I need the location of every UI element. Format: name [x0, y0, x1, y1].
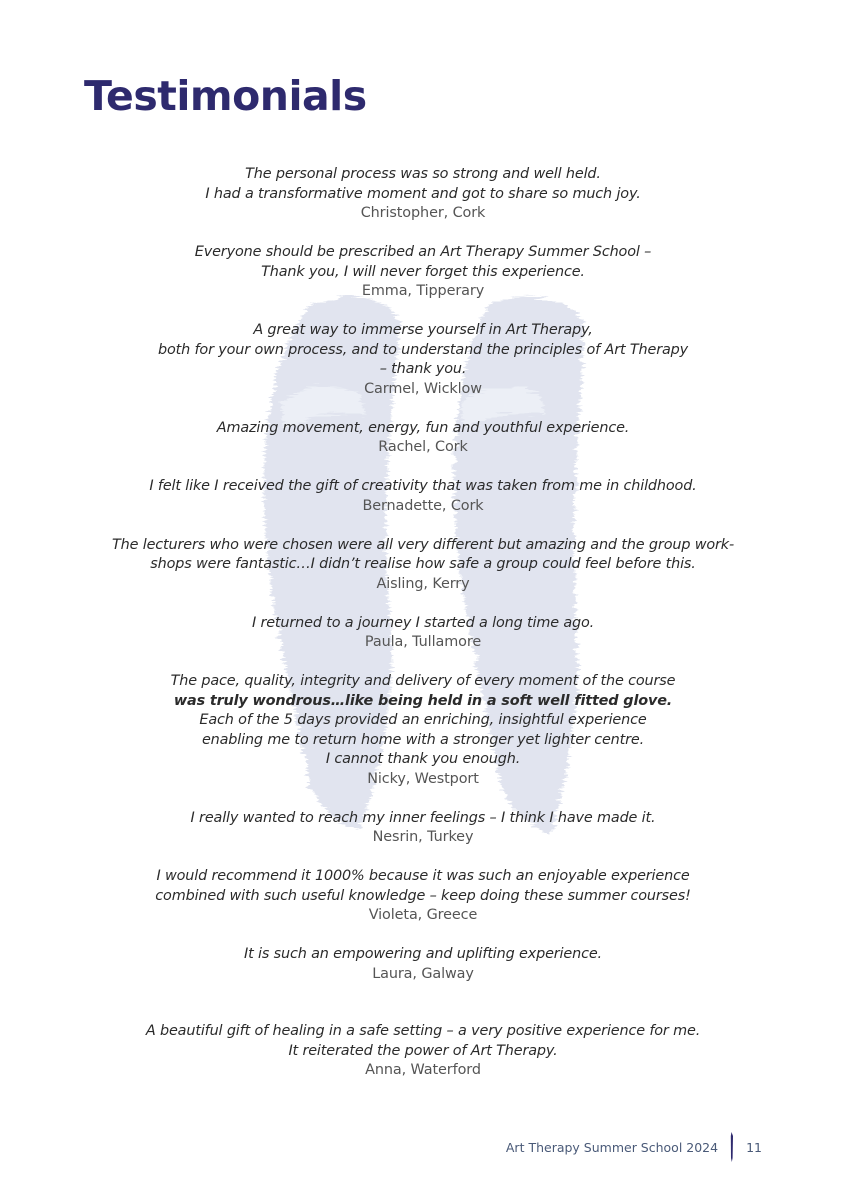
quote-line: The lecturers who were chosen were all very different but amazing and the group work- [111, 536, 734, 553]
testimonial-item [90, 1022, 756, 1081]
quote-line: It is such an empowering and uplifting experience. [244, 946, 602, 962]
testimonial-quote [90, 321, 756, 380]
page-footer [506, 1136, 762, 1158]
testimonial-quote [90, 536, 756, 575]
quote-line: both for your own process, and to understand the principles of Art Therapy [157, 341, 688, 358]
testimonial-quote [90, 945, 756, 965]
testimonial-author: Emma, Tipperary [361, 283, 485, 299]
testimonial-item [90, 536, 756, 595]
page-number: 11 [746, 1139, 762, 1155]
footer-publication-title: Art Therapy Summer School 2024 [505, 1139, 719, 1155]
testimonial-quote [90, 672, 756, 770]
testimonial-author: Aisling, Kerry [376, 575, 470, 592]
testimonial-item [90, 672, 756, 789]
quote-line: Thank you, I will never forget this experience. [261, 263, 585, 280]
testimonial-quote [90, 1022, 756, 1061]
testimonial-author: Bernadette, Cork [362, 497, 484, 514]
testimonial-quote [90, 809, 756, 829]
testimonial-author: Rachel, Cork [378, 439, 468, 455]
quote-line: It reiterated the power of Art Therapy. [288, 1042, 558, 1059]
quote-line: A beautiful gift of healing in a safe setting – a very positive experience for me. [145, 1023, 701, 1039]
footer-divider [730, 1132, 734, 1162]
testimonial-item [90, 614, 756, 653]
quote-line: I returned to a journey I started a long time ago. [251, 614, 595, 631]
testimonial-item [90, 165, 756, 224]
testimonial-quote [90, 477, 756, 497]
quote-line: I felt like I received the gift of creativity that was taken from me in childhood. [149, 478, 697, 494]
quote-line: combined with such useful knowledge – keep doing these summer courses! [155, 887, 691, 904]
testimonial-item [90, 477, 756, 516]
testimonial-author: Violeta, Greece [368, 907, 478, 923]
quote-line: A great way to immerse yourself in Art Therapy, [253, 322, 593, 338]
quote-line: Amazing movement, energy, fun and youthful experience. [216, 419, 630, 436]
testimonial-item [90, 321, 756, 399]
quote-line: Everyone should be prescribed an Art Therapy Summer School – [194, 244, 652, 260]
quote-line: enabling me to return home with a stronger yet lighter centre. [201, 731, 645, 748]
quote-line: – thank you. [379, 361, 467, 377]
testimonial-author: Anna, Waterford [365, 1062, 481, 1078]
testimonial-author: Nicky, Westport [367, 770, 479, 787]
testimonial-author: Laura, Galway [372, 965, 474, 982]
quote-line: I cannot thank you enough. [325, 751, 521, 767]
testimonial-author: Christopher, Cork [360, 205, 486, 221]
testimonial-author: Nesrin, Turkey [372, 829, 474, 845]
testimonial-item [90, 419, 756, 458]
testimonial-quote [90, 614, 756, 634]
testimonial-quote [90, 867, 756, 906]
testimonial-author: Carmel, Wicklow [364, 380, 482, 397]
quote-line: shops were fantastic…I didn’t realise how safe a group could feel before this. [150, 556, 696, 572]
testimonial-author: Paula, Tullamore [364, 634, 482, 650]
quote-line: I would recommend it 1000% because it was such an enjoyable experience [156, 868, 690, 884]
quote-line: Each of the 5 days provided an enriching, insightful experience [199, 712, 647, 728]
testimonial-quote [90, 243, 756, 282]
quote-line: was truly wondrous…like being held in a soft well fitted glove. [173, 692, 673, 709]
testimonial-quote [90, 419, 756, 439]
testimonial-item [90, 243, 756, 302]
testimonial-item [90, 867, 756, 926]
quote-line: I had a transformative moment and got to share so much joy. [205, 185, 641, 202]
quote-line: The pace, quality, integrity and delivery of every moment of the course [170, 673, 676, 689]
testimonial-item [90, 945, 756, 984]
quote-line: I really wanted to reach my inner feelings – I think I have made it. [190, 809, 656, 826]
quote-line: The personal process was so strong and well held. [245, 166, 601, 182]
testimonial-quote [90, 165, 756, 204]
page-title: Testimonials [84, 72, 367, 120]
testimonial-list [90, 165, 756, 1100]
testimonial-item [90, 809, 756, 848]
